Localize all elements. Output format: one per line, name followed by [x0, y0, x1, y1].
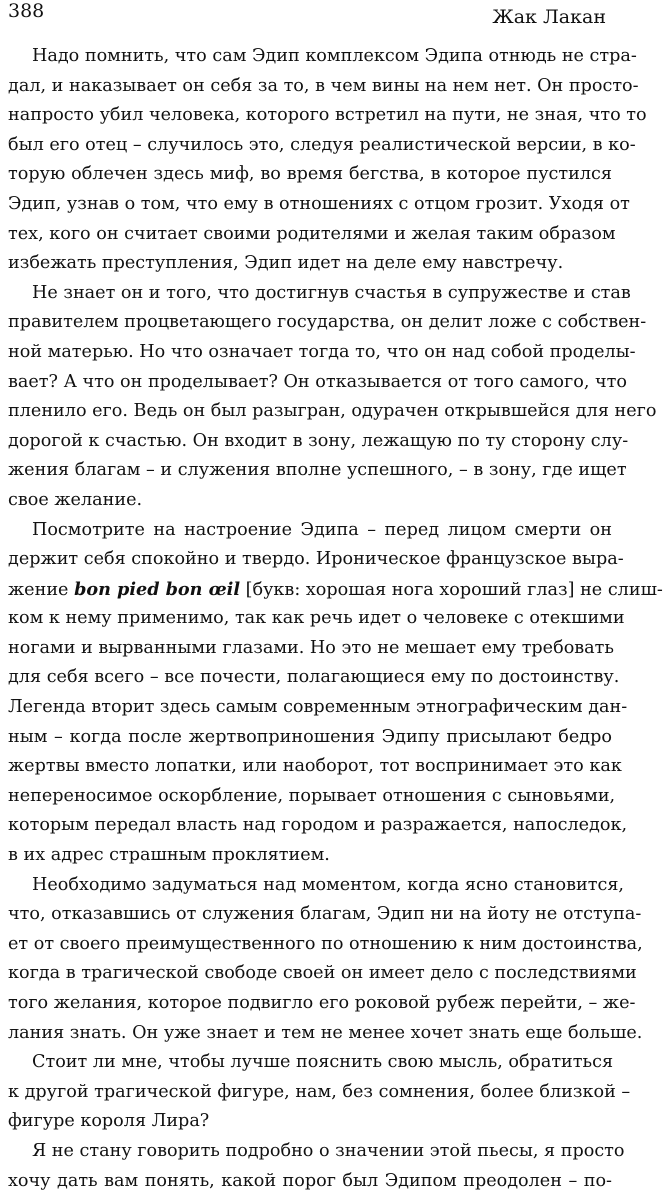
text-line: Посмотрите на настроение Эдипа – перед лицом смерти он [32, 519, 612, 540]
italic-phrase: bon pied bon œil [74, 578, 241, 600]
text-line: вает? А что он проделывает? Он отказывается от того самого, что [8, 371, 627, 392]
text-line: напросто убил человека, которого встретил на пути, не зная, что то [8, 105, 647, 126]
text-span: [букв: хорошая нога хороший глаз] не слиш- [240, 579, 663, 600]
text-line: Легенда вторит здесь самым современным этнографическим дан- [8, 697, 628, 718]
text-line: для себя всего – все почести, полагающиеся ему по достоинству. [8, 667, 620, 688]
text-line: торую облечен здесь миф, во время бегства, в которое пустился [8, 164, 612, 185]
paragraph-2 [8, 279, 657, 516]
text-line: тех, кого он считает своими родителями и желая таким образом [8, 223, 616, 244]
body-text [8, 42, 663, 1196]
text-line: Стоит ли мне, чтобы лучше пояснить свою мысль, обратиться [32, 1052, 614, 1073]
text-line: что, отказавшись от служения благам, Эдип ни на йоту не отступа- [8, 904, 642, 925]
text-line: правителем процветающего государства, он делит ложе с собствен- [8, 312, 647, 333]
paragraph-3 [8, 516, 663, 871]
page-number: 388 [8, 0, 45, 22]
text-line: хочу дать вам понять, какой порог был Эдипом преодолен – по- [8, 1170, 612, 1191]
text-line: жения благам – и служения вполне успешного, – в зону, где ищет [8, 460, 627, 481]
text-line-with-italic [8, 575, 663, 605]
text-line: когда в трагической свободе своей он имеет дело с последствиями [8, 963, 637, 984]
paragraph-1 [8, 42, 647, 279]
running-title: Жак Лакан [492, 6, 606, 28]
text-line: Не знает он и того, что достигнув счастья в супружестве и став [32, 282, 631, 303]
text-line: был его отец – случилось это, следуя реалистической версии, в ко- [8, 134, 636, 155]
text-line: непереносимое оскорбление, порывает отношения с сыновьями, [8, 785, 616, 806]
paragraph-4 [8, 871, 643, 1049]
text-span: жение [8, 579, 75, 600]
text-line: того желания, которое подвигло его роковой рубеж перейти, – же- [8, 993, 636, 1013]
text-line: ной матерью. Но что означает тогда то, что он над собой проделы- [8, 341, 636, 362]
paragraph-6 [8, 1137, 625, 1196]
page-header [8, 0, 606, 26]
text-line: ногами и вырванными глазами. Но это не мешает ему требовать [8, 637, 614, 658]
text-line: лания знать. Он уже знает и тем не менее хочет знать еще больше. [8, 1022, 643, 1043]
text-line: дал, и наказывает он себя за то, в чем вины на нем нет. Он просто- [8, 75, 639, 96]
text-line: Надо помнить, что сам Эдип комплексом Эдипа отнюдь не стра- [32, 46, 637, 66]
text-line: дорогой к счастью. Он входит в зону, лежащую по ту сторону слу- [8, 430, 629, 451]
text-line: к другой трагической фигуре, нам, без сомнения, более близкой – [8, 1081, 631, 1102]
text-line: фигуре короля Лира? [8, 1111, 210, 1132]
text-line: свое желание. [8, 489, 143, 510]
text-line: ным – когда после жертвоприношения Эдипу присылают бедро [8, 726, 612, 747]
text-line: пленило его. Ведь он был разыгран, одурачен открывшейся для него [8, 401, 657, 422]
text-line: жертвы вместо лопатки, или наоборот, тот воспринимает это как [8, 756, 622, 777]
text-line: избежать преступления, Эдип идет на деле ему навстречу. [8, 253, 564, 274]
text-line: Я не стану говорить подробно о значении этой пьесы, я просто [32, 1140, 625, 1161]
text-line: ет от своего преимущественного по отношению к ним достоинства, [8, 933, 643, 954]
text-line: Необходимо задуматься над моментом, когда ясно становится, [32, 874, 625, 895]
text-line: которым передал власть над городом и разражается, напоследок, [8, 815, 628, 836]
text-line: ком к нему применимо, так как речь идет о человеке с отекшими [8, 608, 625, 629]
text-line: Эдип, узнав о том, что ему в отношениях с отцом грозит. Уходя от [8, 193, 630, 214]
text-line: в их адрес страшным проклятием. [8, 845, 330, 866]
paragraph-5 [8, 1048, 631, 1137]
text-line: держит себя спокойно и твердо. Ироническое французское выра- [8, 549, 624, 570]
